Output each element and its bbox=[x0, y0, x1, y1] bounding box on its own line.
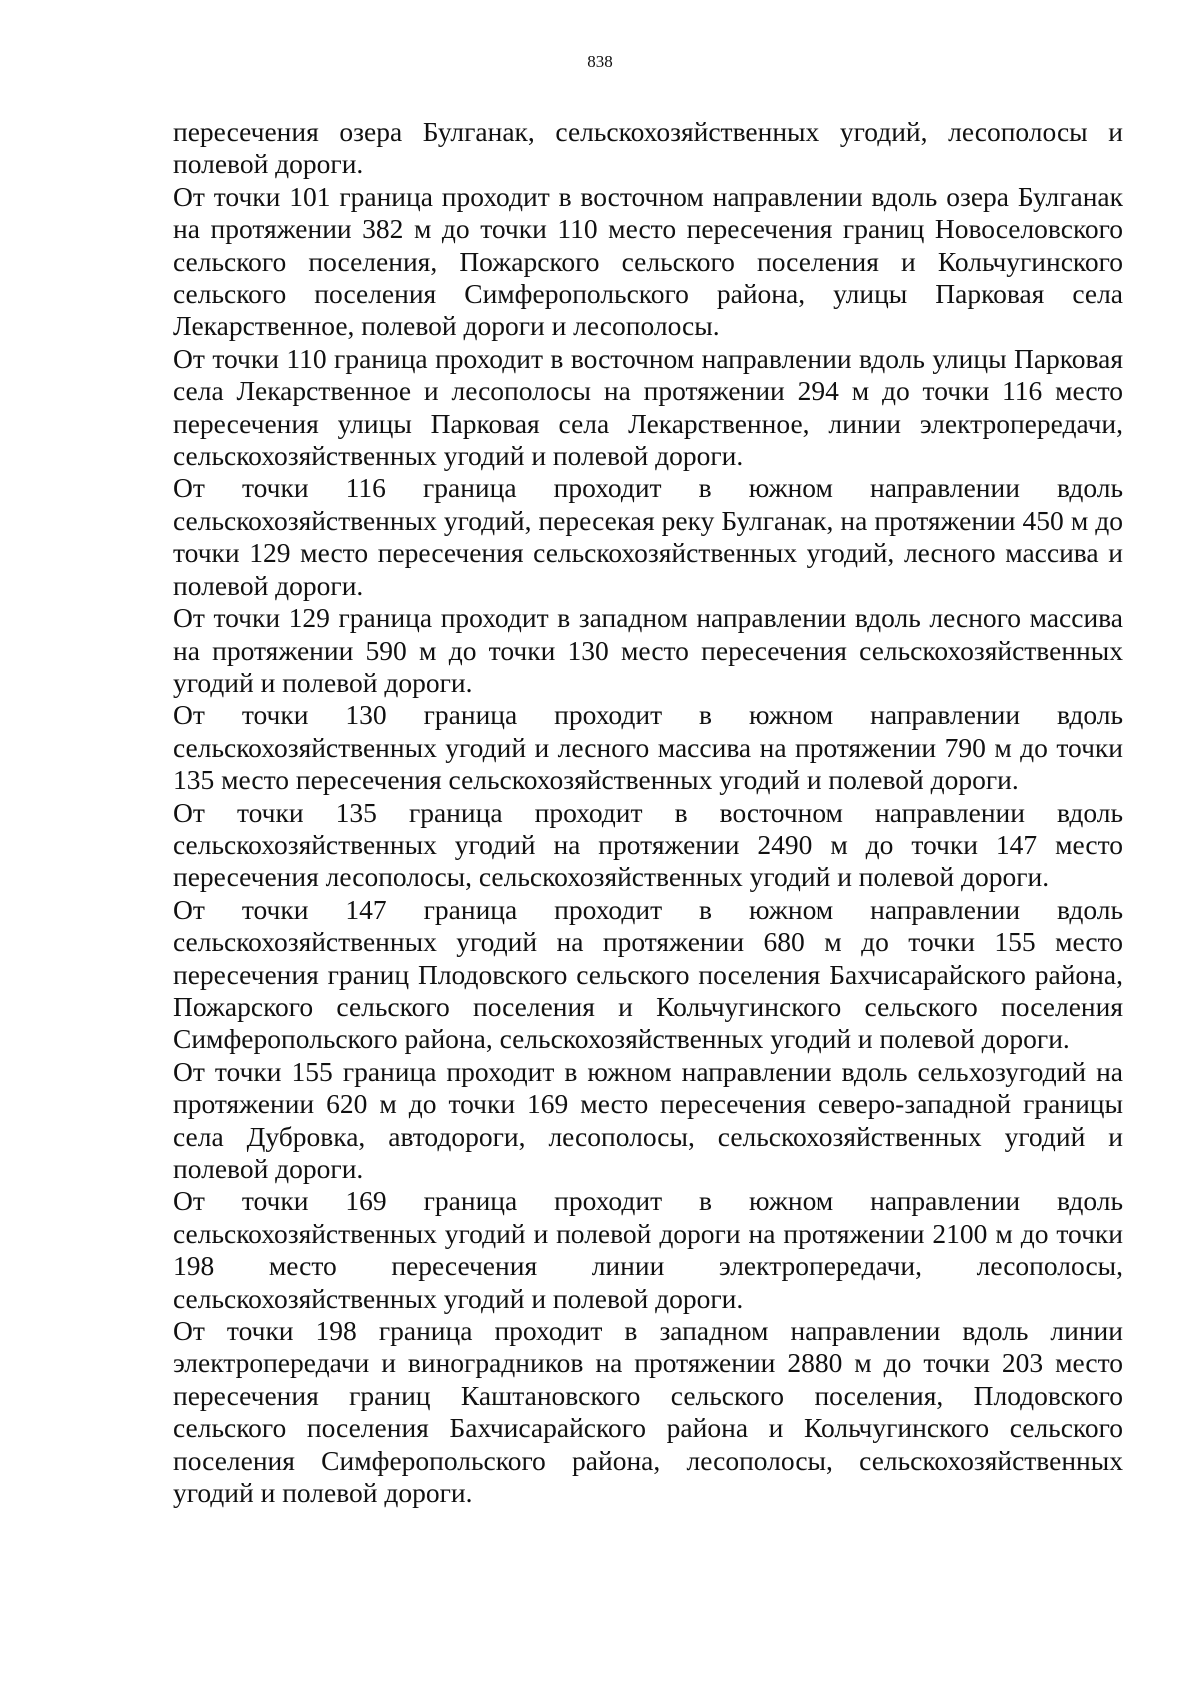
paragraph-point-116: От точки 116 граница проходит в южном направлении вдоль сельскохозяйственных угодий, пересекая реку Булганак, на протяжении 450 м до точки 129 место пересечения сельскохозяйственных угодий, лесного массива и полевой дороги. bbox=[173, 472, 1123, 601]
paragraph-continuation: пересечения озера Булганак, сельскохозяйственных угодий, лесополосы и полевой дороги. bbox=[173, 116, 1123, 180]
paragraph-point-169: От точки 169 граница проходит в южном направлении вдоль сельскохозяйственных угодий и полевой дороги на протяжении 2100 м до точки 198 место пересечения линии электропередачи, лесополосы, сельскохозяйственных угодий и полевой дороги. bbox=[173, 1185, 1123, 1314]
paragraph-point-147: От точки 147 граница проходит в южном направлении вдоль сельскохозяйственных угодий на протяжении 680 м до точки 155 место пересечения границ Плодовского сельского поселения Бахчисарайского района, Пожарского сельского поселения и Кольчугинского сельского поселения Симферопольского района, сельскохозяйственных угодий и полевой дороги. bbox=[173, 893, 1123, 1055]
paragraph-point-110: От точки 110 граница проходит в восточном направлении вдоль улицы Парковая села Лекарственное и лесополосы на протяжении 294 м до точки 116 место пересечения улицы Парковая села Лекарственное, линии электропередачи, сельскохозяйственных угодий и полевой дороги. bbox=[173, 342, 1123, 472]
paragraph-point-198: От точки 198 граница проходит в западном направлении вдоль линии электропередачи и виноградников на протяжении 2880 м до точки 203 место пересечения границ Каштановского сельского поселения, Плодовского сельского поселения Бахчисарайского района и Кольчугинского сельского поселения Симферопольского района, лесополосы, сельскохозяйственных угодий и полевой дороги. bbox=[173, 1315, 1123, 1509]
paragraph-point-130: От точки 130 граница проходит в южном направлении вдоль сельскохозяйственных угодий и лесного массива на протяжении 790 м до точки 135 место пересечения сельскохозяйственных угодий и полевой дороги. bbox=[173, 699, 1123, 796]
paragraph-point-129: От точки 129 граница проходит в западном направлении вдоль лесного массива на протяжении 590 м до точки 130 место пересечения сельскохозяйственных угодий и полевой дороги. bbox=[173, 602, 1123, 698]
paragraph-point-101: От точки 101 граница проходит в восточном направлении вдоль озера Булганак на протяжении 382 м до точки 110 место пересечения границ Новоселовского сельского поселения, Пожарского сельского поселения и Кольчугинского сельского поселения Симферопольского района, улицы Парковая села Лекарственное, полевой дороги и лесополосы. bbox=[173, 180, 1123, 342]
paragraph-point-155: От точки 155 граница проходит в южном направлении вдоль сельхозугодий на протяжении 620 м до точки 169 место пересечения северо-западной границы села Дубровка, автодороги, лесополосы, сельскохозяйственных угодий и полевой дороги. bbox=[173, 1055, 1123, 1184]
page-number: 838 bbox=[587, 52, 613, 71]
document-body bbox=[173, 116, 1123, 1509]
paragraph-point-135: От точки 135 граница проходит в восточном направлении вдоль сельскохозяйственных угодий на протяжении 2490 м до точки 147 место пересечения лесополосы, сельскохозяйственных угодий и полевой дороги. bbox=[173, 796, 1123, 893]
